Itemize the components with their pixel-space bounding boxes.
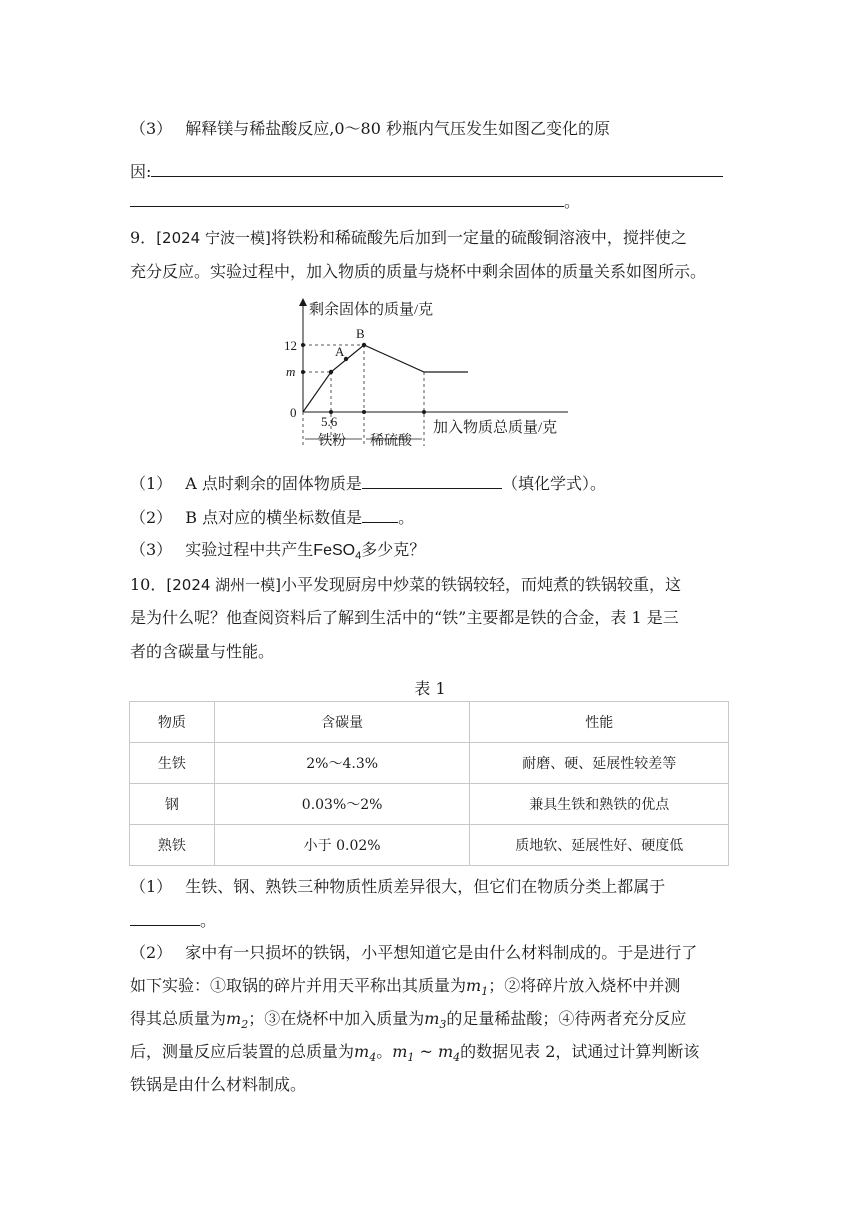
q10-sub2-text-3c: 的足量稀盐酸；④待两者充分反应 [446,1009,687,1028]
q10-line3 [130,641,274,663]
answer-blank[interactable] [362,472,502,489]
q9-sub3-text: 实验过程中共产生 [185,540,314,559]
q10-text-2: 是为什么呢？他查阅资料后了解到生活中的“铁”主要都是铁的合金，表 1 是三 [130,608,679,627]
table-cell: 生铁 [130,743,215,784]
var-m3: $m_3$ [424,1009,447,1032]
answer-blank[interactable] [130,190,564,207]
q9-text: 将铁粉和稀硫酸先后加到一定量的硫酸铜溶液中，搅拌使之 [270,228,687,247]
table-cell: 钢 [130,784,215,825]
table-cell: 0.03%～2% [214,784,470,825]
q9-text-2: 充分反应。实验过程中，加入物质的质量与烧杯中剩余固体的质量关系如图所示。 [130,262,707,281]
answer-blank[interactable] [151,160,723,177]
table-header: 含碳量 [214,702,470,743]
q10-sub2-line1 [130,942,697,964]
table-cell: 小于 0.02% [214,825,470,866]
table-row [130,825,729,866]
table-header: 性能 [470,702,729,743]
point-a-label: A [335,344,345,359]
q10-sub2-text-4c: 的数据见表 2，试通过计算判断该 [460,1042,700,1061]
q8-sub3-line1 [130,118,610,140]
table-header-row [130,702,729,743]
q10-line1 [130,574,681,596]
q10-sub2-text: 家中有一只损坏的铁锅，小平想知道它是由什么材料制成的。于是进行了 [185,943,698,962]
q9-sub2-label: （2） [130,508,173,527]
y-tick-12: 12 [284,338,297,353]
q10-sub2-text-3a: 得其总质量为 [130,1009,227,1028]
q10-sub2-line3 [130,1008,686,1036]
q9-sub2-tail: 。 [398,508,415,527]
table-cell: 2%～4.3% [214,743,470,784]
tick-dot-b [362,410,366,414]
var-m4: $m_4$ [354,1042,377,1065]
q8-sub3-line3 [130,190,580,213]
q10-sub2-text-5: 铁锅是由什么材料制成。 [130,1075,307,1094]
y-tick-m: m [286,364,296,379]
point-b [362,343,366,347]
q9-line2 [130,261,706,283]
point-a [344,357,348,361]
series-line [303,345,468,412]
q10-sub2-line4 [130,1041,699,1069]
table-cell: 质地软、延展性好、硬度低 [470,825,729,866]
q10-line2 [130,607,679,629]
q9-sub1 [130,472,606,495]
tick-dot-12 [301,343,305,347]
q9-sub3-label: （3） [130,540,173,559]
q9-number: 9． [130,228,157,247]
q9-line1 [130,227,687,249]
q9-sub1-tail: （填化学式）。 [501,474,606,493]
q8-sub3-label: （3） [130,119,173,138]
q10-sub2-text-2b: ；②将碎片放入烧杯中并测 [488,976,681,995]
seg-label-acid: 稀硫酸 [370,434,412,449]
feso4-formula [313,542,362,563]
var-m1: $m_1$ [466,976,489,999]
q8-sub3-line2 [130,160,723,183]
q8-sub3-text: 解释镁与稀盐酸反应,0～80 秒瓶内气压发生如图乙变化的原 [185,119,610,138]
q10-source: [2024 湖州一模] [166,576,282,594]
q10-number: 10． [130,575,167,594]
table-row [130,784,729,825]
q9-sub3 [130,539,425,567]
origin-label: 0 [290,405,297,420]
q9-sub3-tail: 多少克？ [361,540,426,559]
q9-source: [2024 宁波一模] [156,229,271,247]
point-5-6 [329,370,333,374]
answer-blank[interactable] [130,909,200,926]
mass-chart [278,296,588,456]
q10-sub2-line2 [130,975,680,1003]
var-range: $m_1$ ~ $m_4$ [392,1042,461,1065]
answer-blank[interactable] [362,506,398,523]
y-axis-label: 剩余固体的质量/克 [309,302,434,318]
q10-sub1-label: （1） [130,877,173,896]
tick-dot-m [301,370,305,374]
q9-sub1-text: A 点时剩余的固体物质是 [185,474,362,493]
table-header: 物质 [130,702,215,743]
carbon-table [129,701,729,866]
feso4-main: FeSO [313,542,356,559]
q9-sub2-text: B 点对应的横坐标数值是 [185,508,363,527]
q10-text-3: 者的含碳量与性能。 [130,642,275,661]
table-caption: 表 1 [414,679,446,698]
q9-sub2 [130,506,414,529]
q8-sub3-end: 。 [564,192,581,211]
table-cell: 熟铁 [130,825,215,866]
tick-dot-end [422,410,426,414]
q10-sub1-line2 [130,909,216,932]
point-b-label: B [356,326,365,341]
x-axis-label: 加入物质总质量/克 [433,420,558,436]
var-m2: $m_2$ [226,1009,249,1032]
q10-sub2-text-4b: 。 [376,1042,393,1061]
x-tick-5-6: 5.6 [321,414,338,429]
q10-sub1-text: 生铁、钢、熟铁三种物质性质差异很大，但它们在物质分类上都属于 [185,877,666,896]
q10-sub2-line5 [130,1074,306,1096]
table-cell: 兼具生铁和熟铁的优点 [470,784,729,825]
q9-sub1-label: （1） [130,474,173,493]
q8-sub3-cont: 因: [130,162,152,181]
q10-sub2-text-2: 如下实验：①取锅的碎片并用天平称出其质量为 [130,976,467,995]
q10-sub2-text-4a: 后，测量反应后装置的总质量为 [130,1042,355,1061]
q10-sub2-text-3b: ；③在烧杯中加入质量为 [248,1009,425,1028]
q10-text: 小平发现厨房中炒菜的铁锅较轻，而炖煮的铁锅较重，这 [281,575,682,594]
feso4-sub: 4 [355,550,362,563]
seg-label-iron: 铁粉 [318,434,346,449]
q10-sub1-line1 [130,876,665,898]
table-cell: 耐磨、硬、延展性较差等 [470,743,729,784]
q10-sub1-end: 。 [200,911,217,930]
table-row [130,743,729,784]
q10-sub2-label: （2） [130,943,173,962]
